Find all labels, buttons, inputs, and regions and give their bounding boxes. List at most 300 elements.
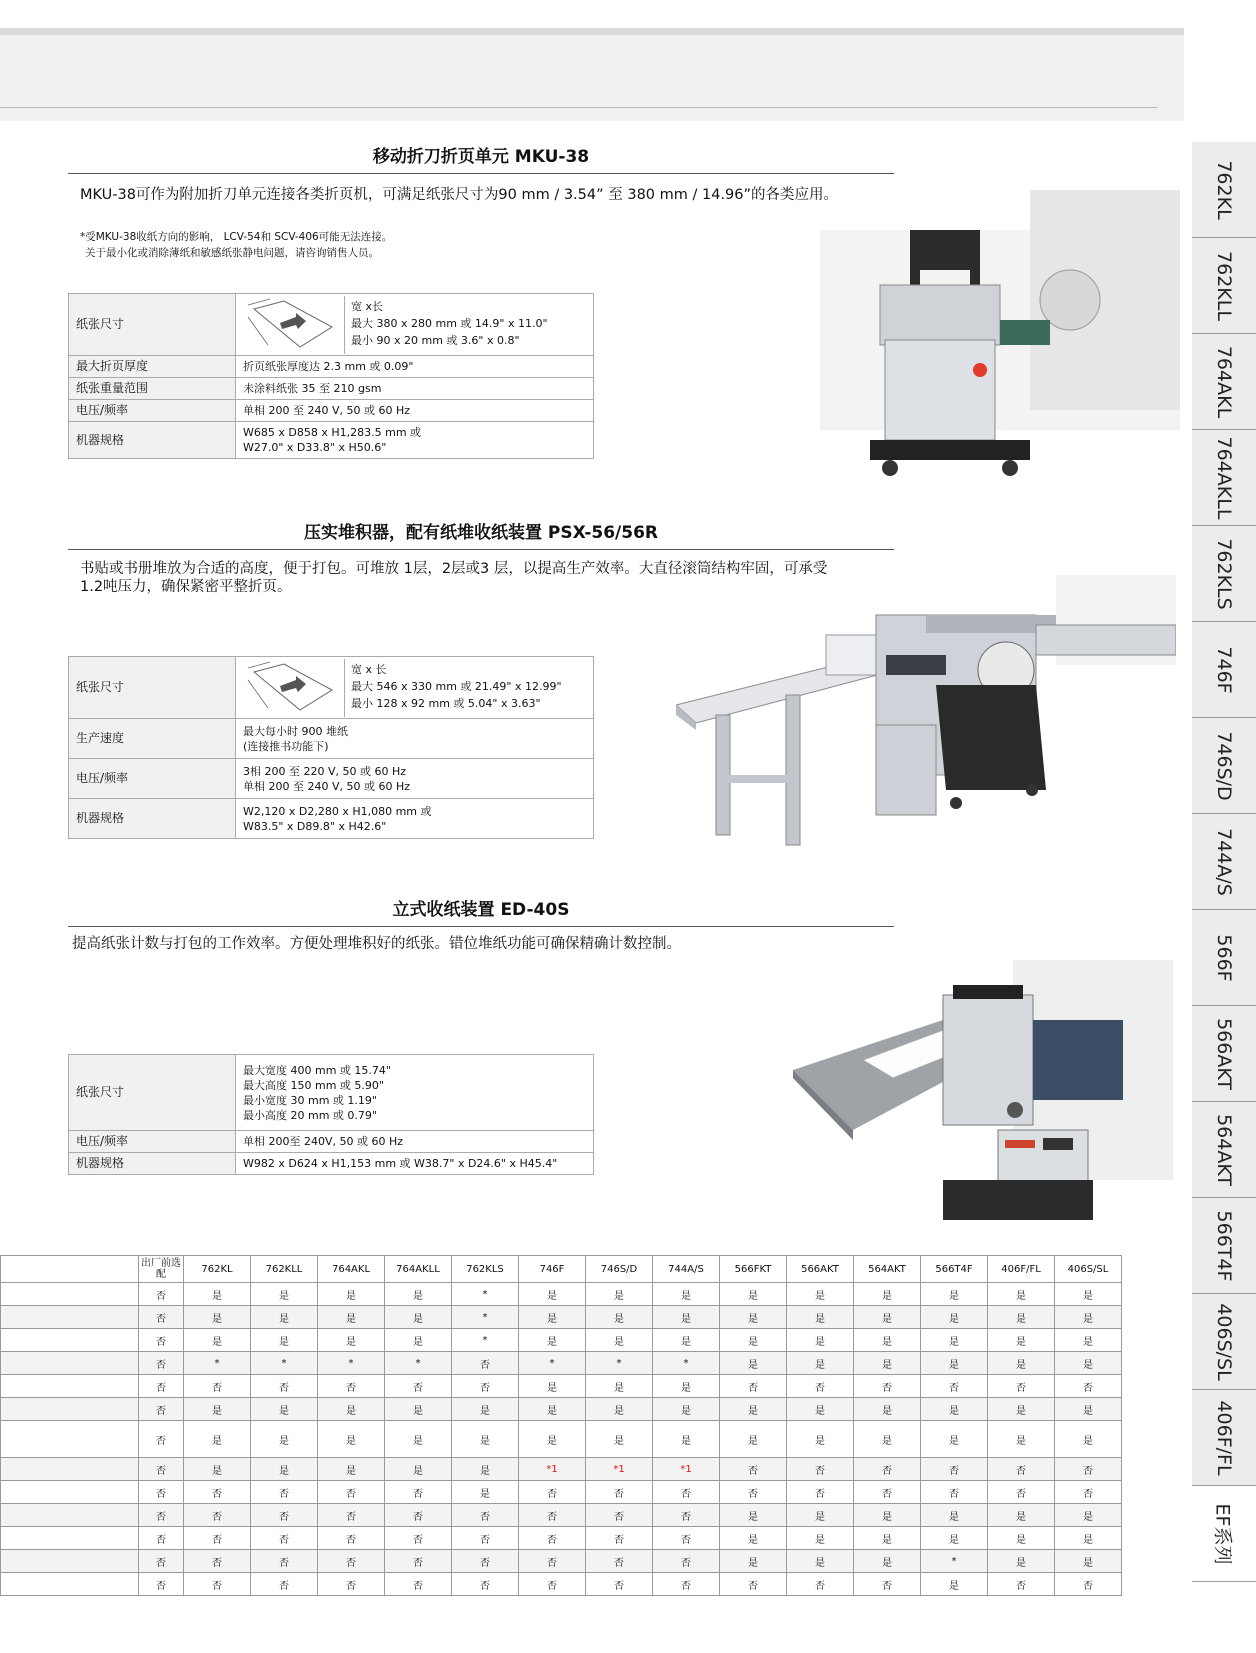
compat-cell: 否 xyxy=(385,1550,452,1573)
compat-row-head xyxy=(1,1283,139,1306)
compat-cell: 是 xyxy=(720,1550,787,1573)
compat-cell: 是 xyxy=(586,1398,653,1421)
spec-row xyxy=(69,759,594,799)
compat-cell: 否 xyxy=(988,1458,1055,1481)
compat-cell: 否 xyxy=(385,1527,452,1550)
compat-cell: 否 xyxy=(139,1329,184,1352)
compat-cell: 是 xyxy=(1055,1352,1122,1375)
compat-cell: 是 xyxy=(720,1283,787,1306)
compat-cell: 否 xyxy=(787,1375,854,1398)
compat-cell: 否 xyxy=(318,1573,385,1596)
compat-cell: 否 xyxy=(139,1398,184,1421)
compat-cell: 是 xyxy=(720,1306,787,1329)
spec-row xyxy=(69,799,594,839)
compat-cell: 是 xyxy=(184,1398,251,1421)
spec-line: 最大 546 x 330 mm 或 21.49" x 12.99" xyxy=(351,679,562,693)
compat-cell: 是 xyxy=(1055,1329,1122,1352)
spec-row xyxy=(69,400,594,422)
header-divider xyxy=(0,107,1158,108)
compat-cell: 是 xyxy=(988,1329,1055,1352)
compat-cell: 否 xyxy=(586,1481,653,1504)
compat-cell: 否 xyxy=(139,1458,184,1481)
compat-cell: 是 xyxy=(854,1504,921,1527)
compat-model-header: 764AKLL xyxy=(385,1256,452,1283)
tab-label: 744A/S xyxy=(1213,827,1235,896)
compat-row-head xyxy=(1,1375,139,1398)
compat-cell: 是 xyxy=(1055,1283,1122,1306)
compat-cell: 是 xyxy=(1055,1421,1122,1458)
compat-cell: 否 xyxy=(251,1527,318,1550)
compat-cell: 是 xyxy=(586,1421,653,1458)
spec-row xyxy=(69,1055,594,1131)
compat-cell: 否 xyxy=(519,1527,586,1550)
spec-value xyxy=(236,759,594,799)
compat-cell: 是 xyxy=(452,1481,519,1504)
compat-cell: 否 xyxy=(586,1573,653,1596)
compat-row-head xyxy=(1,1398,139,1421)
tab-label: 762KLS xyxy=(1213,537,1235,610)
compat-cell: 是 xyxy=(720,1527,787,1550)
tab-label: 406F/FL xyxy=(1213,1399,1235,1476)
compat-pre-label: 出厂前选配 xyxy=(139,1256,184,1283)
compat-cell: 否 xyxy=(586,1550,653,1573)
spec-value xyxy=(236,719,594,759)
spec-value: 单相 200 至 240 V, 50 或 60 Hz xyxy=(236,400,594,422)
compat-cell: *1 xyxy=(586,1458,653,1481)
compat-cell: * xyxy=(519,1352,586,1375)
compat-cell: * xyxy=(385,1352,452,1375)
tab-label: 566F xyxy=(1213,933,1235,982)
spec-value: 单相 200至 240V, 50 或 60 Hz xyxy=(236,1131,594,1153)
tab-406ffl[interactable] xyxy=(1192,1390,1256,1486)
note-2: 关于最小化或消除薄纸和敏感纸张静电问题，请咨询销售人员。 xyxy=(85,247,379,259)
spec-value xyxy=(236,1055,594,1131)
compat-cell: * xyxy=(452,1329,519,1352)
compat-cell: 否 xyxy=(251,1573,318,1596)
compat-cell: *1 xyxy=(519,1458,586,1481)
tab-762kls[interactable] xyxy=(1192,526,1256,622)
compat-cell: 否 xyxy=(184,1375,251,1398)
tab-label: 746F xyxy=(1213,645,1235,694)
compat-cell: 是 xyxy=(854,1283,921,1306)
spec-label: 纸张尺寸 xyxy=(69,1055,236,1131)
compat-cell: 是 xyxy=(251,1283,318,1306)
compat-cell: 否 xyxy=(452,1375,519,1398)
compat-cell: 否 xyxy=(139,1352,184,1375)
compat-cell: 否 xyxy=(921,1375,988,1398)
compat-model-header: 762KL xyxy=(184,1256,251,1283)
tab-746sd[interactable] xyxy=(1192,718,1256,814)
psx56-machine-image xyxy=(676,575,1176,885)
compat-cell: 是 xyxy=(1055,1504,1122,1527)
spec-table-mku38 xyxy=(68,293,594,459)
compat-cell: 是 xyxy=(184,1306,251,1329)
spec-line: W2,120 x D2,280 x H1,080 mm 或 xyxy=(243,804,432,818)
compat-cell: * xyxy=(251,1352,318,1375)
spec-label: 电压/频率 xyxy=(69,400,236,422)
compat-cell: 是 xyxy=(787,1398,854,1421)
section-title-ed40s: 立式收纸装置 ED-40S xyxy=(68,895,894,927)
compat-cell: 是 xyxy=(519,1329,586,1352)
compat-cell: 否 xyxy=(251,1550,318,1573)
spec-line: 宽 x 长 xyxy=(351,662,387,676)
compat-cell: 是 xyxy=(988,1283,1055,1306)
compat-cell: 是 xyxy=(184,1421,251,1458)
spec-label: 机器规格 xyxy=(69,799,236,839)
compat-row-head xyxy=(1,1573,139,1596)
compat-cell: 是 xyxy=(251,1306,318,1329)
spec-label: 纸张尺寸 xyxy=(69,657,236,719)
compat-cell: 是 xyxy=(921,1398,988,1421)
section-title-mku38: 移动折刀折页单元 MKU-38 xyxy=(68,142,894,174)
spec-label: 机器规格 xyxy=(69,1153,236,1175)
compat-cell: 是 xyxy=(988,1527,1055,1550)
tab-764akl[interactable] xyxy=(1192,334,1256,430)
spec-label: 纸张尺寸 xyxy=(69,294,236,356)
compat-cell: 是 xyxy=(586,1283,653,1306)
tab-566t4f[interactable] xyxy=(1192,1198,1256,1294)
spec-row xyxy=(69,1153,594,1175)
compat-row xyxy=(1,1306,1122,1329)
compat-cell: 是 xyxy=(720,1352,787,1375)
compat-cell: 否 xyxy=(586,1527,653,1550)
compat-model-header: 746F xyxy=(519,1256,586,1283)
spec-row xyxy=(69,356,594,378)
compat-row-head xyxy=(1,1256,139,1283)
compat-model-header: 762KLS xyxy=(452,1256,519,1283)
spec-row xyxy=(69,422,594,459)
compat-cell: 是 xyxy=(921,1573,988,1596)
compat-cell: 是 xyxy=(519,1421,586,1458)
compat-cell: 是 xyxy=(787,1504,854,1527)
compat-cell: 否 xyxy=(1055,1375,1122,1398)
compat-cell: 是 xyxy=(720,1329,787,1352)
spec-line: 最小 128 x 92 mm 或 5.04" x 3.63" xyxy=(351,696,541,710)
compat-cell: 是 xyxy=(653,1329,720,1352)
spec-table-ed40s xyxy=(68,1054,594,1175)
tab-ef-series[interactable] xyxy=(1192,1486,1256,1582)
compat-model-header: 744A/S xyxy=(653,1256,720,1283)
compat-cell: 是 xyxy=(988,1306,1055,1329)
spec-value: W982 x D624 x H1,153 mm 或 W38.7" x D24.6" x H45.4" xyxy=(236,1153,594,1175)
compat-cell: 是 xyxy=(921,1283,988,1306)
compat-cell: * xyxy=(184,1352,251,1375)
spec-value xyxy=(236,422,594,459)
compat-cell: 是 xyxy=(452,1398,519,1421)
spec-row xyxy=(69,294,594,356)
tab-566akt[interactable] xyxy=(1192,1006,1256,1102)
compat-cell: 是 xyxy=(385,1306,452,1329)
compat-cell: 是 xyxy=(921,1306,988,1329)
compat-row-head xyxy=(1,1306,139,1329)
compatibility-table xyxy=(0,1255,1122,1596)
compat-cell: 否 xyxy=(452,1573,519,1596)
spec-line: 最小宽度 30 mm 或 1.19" xyxy=(243,1093,377,1107)
compat-cell: *1 xyxy=(653,1458,720,1481)
compat-cell: * xyxy=(452,1306,519,1329)
compat-row xyxy=(1,1481,1122,1504)
compat-cell: 否 xyxy=(787,1458,854,1481)
compat-cell: 是 xyxy=(586,1329,653,1352)
compat-cell: 否 xyxy=(452,1527,519,1550)
compat-cell: 否 xyxy=(787,1481,854,1504)
spec-value xyxy=(236,657,594,719)
section-desc-psx56: 书贴或书册堆放为合适的高度，便于打包。可堆放 1层，2层或3 层，以提高生产效率。大直径滚筒结构牢固，可承受1.2吨压力，确保紧密平整折页。 xyxy=(80,561,828,595)
spec-value: 折页纸张厚度达 2.3 mm 或 0.09" xyxy=(236,356,594,378)
spec-line: 最小 90 x 20 mm 或 3.6" x 0.8" xyxy=(351,333,520,347)
compat-cell: 否 xyxy=(988,1375,1055,1398)
compat-cell: 否 xyxy=(452,1504,519,1527)
compat-row xyxy=(1,1573,1122,1596)
compat-model-header: 566T4F xyxy=(921,1256,988,1283)
tab-564akt[interactable] xyxy=(1192,1102,1256,1198)
compat-row xyxy=(1,1421,1122,1458)
compat-cell: 是 xyxy=(921,1329,988,1352)
compat-cell: 是 xyxy=(921,1504,988,1527)
compat-cell: 是 xyxy=(318,1421,385,1458)
spec-line: W685 x D858 x H1,283.5 mm 或 xyxy=(243,426,422,439)
section-desc-mku38: MKU-38可作为附加折刀单元连接各类折页机，可满足纸张尺寸为90 mm / 3.54” 至 380 mm / 14.96”的各类应用。 xyxy=(80,187,839,203)
spec-row xyxy=(69,657,594,719)
compat-cell: 否 xyxy=(139,1550,184,1573)
compat-cell: 是 xyxy=(988,1421,1055,1458)
spec-label: 电压/频率 xyxy=(69,1131,236,1153)
compat-cell: 是 xyxy=(988,1352,1055,1375)
paper-size-figure xyxy=(236,659,345,717)
compat-cell: 是 xyxy=(519,1306,586,1329)
compat-cell: 是 xyxy=(1055,1527,1122,1550)
tab-label: 762KL xyxy=(1213,159,1235,220)
mku38-machine-image xyxy=(800,170,1180,500)
compat-cell: 是 xyxy=(251,1458,318,1481)
compat-cell: 是 xyxy=(318,1398,385,1421)
compat-cell: 否 xyxy=(988,1573,1055,1596)
compat-cell: 否 xyxy=(385,1481,452,1504)
tab-label: 566T4F xyxy=(1213,1210,1235,1281)
compat-row-head xyxy=(1,1329,139,1352)
compat-cell: 否 xyxy=(318,1504,385,1527)
compat-cell: 否 xyxy=(385,1573,452,1596)
compat-cell: 是 xyxy=(854,1329,921,1352)
compat-row xyxy=(1,1398,1122,1421)
tab-746f[interactable] xyxy=(1192,622,1256,718)
compat-cell: 是 xyxy=(921,1527,988,1550)
compat-model-header: 406S/SL xyxy=(1055,1256,1122,1283)
compat-cell: 是 xyxy=(787,1550,854,1573)
spec-line: 宽 x长 xyxy=(351,299,384,313)
compat-cell: 否 xyxy=(139,1306,184,1329)
paper-feed-icon xyxy=(240,297,340,353)
compat-cell: 是 xyxy=(318,1306,385,1329)
compat-row xyxy=(1,1283,1122,1306)
ed40s-machine-image xyxy=(793,960,1173,1220)
spec-line: 最大宽度 400 mm 或 15.74" xyxy=(243,1063,391,1077)
section-desc-ed40s: 提高纸张计数与打包的工作效率。方便处理堆积好的纸张。错位堆纸功能可确保精确计数控制。 xyxy=(72,936,681,952)
tab-762kll[interactable] xyxy=(1192,238,1256,334)
compat-cell: 否 xyxy=(184,1527,251,1550)
compat-row-head xyxy=(1,1550,139,1573)
compat-row xyxy=(1,1458,1122,1481)
tab-406ssl[interactable] xyxy=(1192,1294,1256,1390)
compat-cell: 否 xyxy=(787,1573,854,1596)
compat-row-head xyxy=(1,1504,139,1527)
side-nav xyxy=(1192,142,1256,1582)
compat-cell: 否 xyxy=(720,1481,787,1504)
compat-cell: 是 xyxy=(653,1398,720,1421)
compat-cell: 否 xyxy=(720,1573,787,1596)
compat-model-header: 566AKT xyxy=(787,1256,854,1283)
compat-row-head xyxy=(1,1527,139,1550)
paper-size-figure xyxy=(236,296,345,354)
compat-cell: 否 xyxy=(452,1550,519,1573)
compat-cell: 是 xyxy=(921,1421,988,1458)
compat-cell: 是 xyxy=(787,1527,854,1550)
tab-label: 746S/D xyxy=(1213,730,1235,801)
compat-cell: 是 xyxy=(318,1458,385,1481)
compat-row xyxy=(1,1527,1122,1550)
tab-label: EF系列 xyxy=(1211,1503,1234,1564)
compat-cell: 否 xyxy=(519,1481,586,1504)
compat-cell: * xyxy=(452,1283,519,1306)
tab-label: 764AKLL xyxy=(1213,436,1235,519)
compat-cell: 否 xyxy=(1055,1481,1122,1504)
compat-row-head xyxy=(1,1421,139,1458)
compat-cell: 是 xyxy=(452,1458,519,1481)
compat-model-header: 746S/D xyxy=(586,1256,653,1283)
compat-cell: * xyxy=(653,1352,720,1375)
compat-cell: 否 xyxy=(720,1375,787,1398)
compat-cell: 是 xyxy=(586,1375,653,1398)
tab-764akll[interactable] xyxy=(1192,430,1256,526)
compat-cell: 是 xyxy=(318,1283,385,1306)
tab-label: 764AKL xyxy=(1213,345,1235,418)
compat-cell: 否 xyxy=(385,1375,452,1398)
compat-cell: 否 xyxy=(184,1504,251,1527)
tab-label: 564AKT xyxy=(1213,1113,1235,1186)
compat-cell: 是 xyxy=(787,1352,854,1375)
compat-cell: 是 xyxy=(519,1283,586,1306)
compat-cell: 否 xyxy=(519,1573,586,1596)
compat-cell: 是 xyxy=(519,1398,586,1421)
compat-cell: 否 xyxy=(139,1481,184,1504)
compat-cell: 否 xyxy=(854,1375,921,1398)
compat-cell: 是 xyxy=(854,1306,921,1329)
tab-744as[interactable] xyxy=(1192,814,1256,910)
compat-cell: 是 xyxy=(452,1421,519,1458)
compat-cell: * xyxy=(318,1352,385,1375)
compat-cell: 否 xyxy=(139,1283,184,1306)
compat-cell: 否 xyxy=(184,1573,251,1596)
compat-row xyxy=(1,1329,1122,1352)
tab-762kl[interactable] xyxy=(1192,142,1256,238)
compat-cell: 否 xyxy=(854,1481,921,1504)
compat-cell: 是 xyxy=(921,1352,988,1375)
spec-line: W83.5" x D89.8" x H42.6" xyxy=(243,819,387,833)
compat-cell: 否 xyxy=(653,1550,720,1573)
compat-cell: 否 xyxy=(988,1481,1055,1504)
compat-cell: 是 xyxy=(854,1352,921,1375)
spec-line: 最小高度 20 mm 或 0.79" xyxy=(243,1108,377,1122)
compat-cell: 否 xyxy=(921,1458,988,1481)
compat-cell: 是 xyxy=(854,1421,921,1458)
compat-cell: 否 xyxy=(586,1504,653,1527)
compat-model-header: 566FKT xyxy=(720,1256,787,1283)
spec-value: 未涂料纸张 35 至 210 gsm xyxy=(236,378,594,400)
tab-566f[interactable] xyxy=(1192,910,1256,1006)
compat-cell: 否 xyxy=(139,1504,184,1527)
compat-cell: 否 xyxy=(653,1481,720,1504)
compat-cell: 否 xyxy=(318,1375,385,1398)
compat-cell: 是 xyxy=(251,1421,318,1458)
compat-cell: 否 xyxy=(251,1481,318,1504)
paper-feed-icon xyxy=(240,660,340,716)
compat-cell: 是 xyxy=(988,1504,1055,1527)
spec-line: W27.0" x D33.8" x H50.6" xyxy=(243,441,387,454)
compat-cell: 否 xyxy=(854,1573,921,1596)
compat-cell: 否 xyxy=(519,1504,586,1527)
note-1: *受MKU-38收纸方向的影响， LCV-54和 SCV-406可能无法连接。 xyxy=(80,231,393,243)
compat-cell: 是 xyxy=(653,1283,720,1306)
spec-row xyxy=(69,1131,594,1153)
spec-line: 最大 380 x 280 mm 或 14.9" x 11.0" xyxy=(351,316,548,330)
compat-cell: 否 xyxy=(251,1375,318,1398)
compat-cell: 是 xyxy=(586,1306,653,1329)
compat-cell: 否 xyxy=(1055,1573,1122,1596)
compat-cell: 否 xyxy=(318,1527,385,1550)
spec-line: 3相 200 至 220 V, 50 或 60 Hz xyxy=(243,764,407,778)
tab-label: 406S/SL xyxy=(1213,1302,1235,1381)
compat-cell: 否 xyxy=(139,1375,184,1398)
compat-model-header: 406F/FL xyxy=(988,1256,1055,1283)
compat-cell: 否 xyxy=(184,1481,251,1504)
compat-cell: 否 xyxy=(519,1550,586,1573)
spec-line: 最大每小时 900 堆纸 xyxy=(243,724,348,738)
compat-model-header: 762KLL xyxy=(251,1256,318,1283)
spec-label: 机器规格 xyxy=(69,422,236,459)
compat-cell: 是 xyxy=(1055,1306,1122,1329)
spec-line: 单相 200 至 240 V, 50 或 60 Hz xyxy=(243,779,411,793)
compat-row-head xyxy=(1,1481,139,1504)
compat-cell: 否 xyxy=(720,1458,787,1481)
compat-cell: 是 xyxy=(184,1283,251,1306)
compat-row xyxy=(1,1375,1122,1398)
compat-cell: 是 xyxy=(787,1421,854,1458)
compat-cell: 是 xyxy=(720,1421,787,1458)
compat-cell: 否 xyxy=(653,1504,720,1527)
spec-value xyxy=(236,799,594,839)
compat-cell: 是 xyxy=(385,1458,452,1481)
compat-row xyxy=(1,1352,1122,1375)
compat-cell: 是 xyxy=(988,1398,1055,1421)
compat-cell: 否 xyxy=(251,1504,318,1527)
section-title-psx56: 压实堆积器，配有纸堆收纸装置 PSX-56/56R xyxy=(68,518,894,550)
spec-label: 纸张重量范围 xyxy=(69,378,236,400)
compat-row xyxy=(1,1550,1122,1573)
compat-row-head xyxy=(1,1458,139,1481)
compat-cell: 是 xyxy=(854,1398,921,1421)
compat-cell: 是 xyxy=(251,1398,318,1421)
compat-cell: 否 xyxy=(854,1458,921,1481)
spec-row xyxy=(69,378,594,400)
compat-cell: 是 xyxy=(988,1550,1055,1573)
compat-row-head xyxy=(1,1352,139,1375)
compat-cell: 否 xyxy=(318,1481,385,1504)
compat-cell: 是 xyxy=(787,1283,854,1306)
compat-cell: 否 xyxy=(452,1352,519,1375)
spec-table-psx56 xyxy=(68,656,594,839)
compat-cell: 是 xyxy=(720,1504,787,1527)
compat-cell: 否 xyxy=(921,1481,988,1504)
